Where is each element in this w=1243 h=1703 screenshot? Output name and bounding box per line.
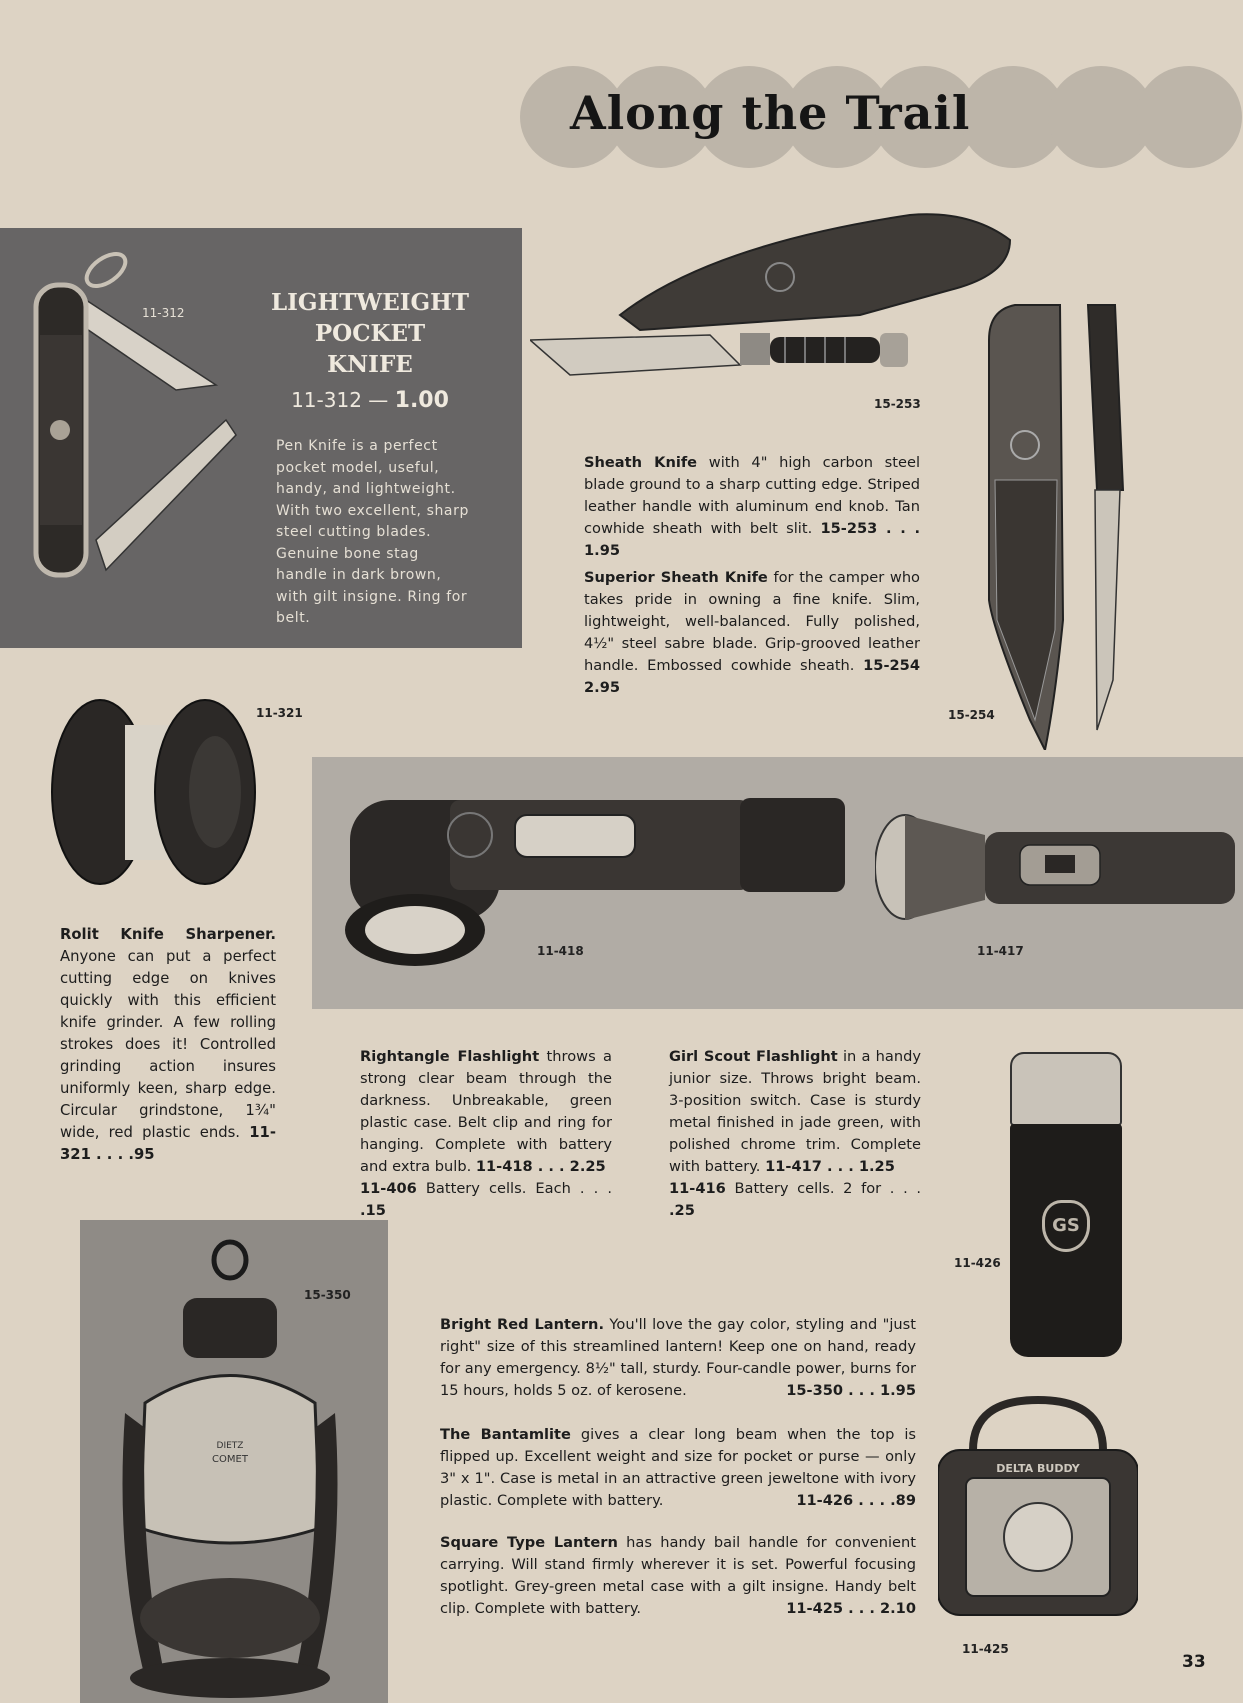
square-lantern-brand: DELTA BUDDY [996,1462,1080,1475]
superior-sheath-knife-name: Superior Sheath Knife [584,569,768,586]
bantamlite-text: gives a clear long beam when the top is flipped up. Excellent weight and size for pocket or purse — only 3" x 1". Case is metal in an attractive green jeweltone with ivory plastic. Complete with battery. [440,1426,916,1509]
knife-sharpener-price: 11-321 . . . .95 [60,1124,276,1163]
sheath-knife-icon [530,205,1030,405]
girl-scout-flashlight-text: in a handy junior size. Throws bright beam. 3-position switch. Case is sturdy metal finished in jade green, with polished chrome trim. Complete with battery. [669,1048,921,1175]
square-lantern-icon [938,1390,1138,1620]
pocket-knife-price [262,388,478,413]
bantamlite-tag: 11-426 [954,1256,1001,1270]
battery-code-11-406: 11-406 [360,1180,417,1197]
superior-sheath-knife-price: 15-254 2.95 [584,657,920,696]
battery-code-11-416: 11-416 [669,1180,726,1197]
rightangle-flashlight-tag: 11-418 [537,944,584,958]
knife-sharpener-description [60,924,276,1166]
heading-line-3: KNIFE [327,351,413,378]
rightangle-flashlight-icon [340,770,850,980]
pocket-knife-description: Pen Knife is a perfect pocket model, useful, handy, and lightweight. With two excellent, sharp steel cutting blades. Genuine bone stag handle in dark brown, with gilt insigne. Ring for belt. [276,438,469,626]
knife-sharpener-text: Anyone can put a perfect cutting edge on knives quickly with this efficient knife grinder. A few rolling strokes does it! Controlled grinding action insures uniformly keen, sharp edge. Circular grindstone, 1¾" wide, red plastic ends. [60,948,276,1141]
pocket-knife-heading [262,287,478,380]
lantern-globe-text: COMET [212,1454,248,1465]
bantamlite-price: 11-426 . . . .89 [796,1492,916,1509]
battery-price-11-416: .25 [669,1202,695,1219]
sheath-knife-description [584,452,920,562]
knife-sharpener-icon [45,695,260,890]
knife-sharpener-name: Rolit Knife Sharpener. [60,926,276,943]
rightangle-flashlight-description [360,1046,612,1222]
sheath-knife-tag: 15-253 [874,397,921,411]
pocket-knife-tag: 11-312 [142,306,185,320]
superior-sheath-knife-tag: 15-254 [948,708,995,722]
heading-line-2: POCKET [314,320,426,347]
superior-sheath-knife-text: for the camper who takes pride in owning a fine knife. Slim, lightweight, well-balanced. Fully polished, 4½" steel sabre blade. Grip-grooved leather handle. Embossed cowhide sheath. [584,569,920,674]
square-lantern-text: has handy bail handle for convenient carrying. Will stand firmly wherever it is set. Powerful focusing spotlight. Grey-green metal case with a gilt insigne. Handy belt clip. Complete with battery. [440,1534,916,1617]
square-lantern-name: Square Type Lantern [440,1534,618,1551]
sheath-knife-price: 15-253 . . . 1.95 [584,520,920,559]
girl-scout-flashlight-tag: 11-417 [977,944,1024,958]
price-value: 1.00 [394,388,449,413]
bantamlite-insignia: GS [1042,1200,1090,1252]
red-lantern-name: Bright Red Lantern. [440,1316,604,1333]
lantern-globe-brand: DIETZ [216,1441,244,1451]
red-lantern-tag: 15-350 [304,1288,351,1302]
knife-sharpener-tag: 11-321 [256,706,303,720]
rightangle-flashlight-text: throws a strong clear beam through the darkness. Unbreakable, green plastic case. Belt clip and ring for hanging. Complete with battery and extra bulb. [360,1048,612,1175]
girl-scout-flashlight-description [669,1046,921,1222]
heading-line-1: LIGHTWEIGHT [270,289,470,316]
price-code: 11-312 — [291,388,395,412]
square-lantern-description [440,1532,916,1620]
red-lantern-text: You'll love the gay color, styling and "just right" size of this streamlined lantern! Keep one on hand, ready for any emergency. 8½" tall, sturdy. Four-candle power, burns for 15 hours, holds 5 oz. of kerosene. [440,1316,917,1399]
battery-text-11-416: Battery cells. 2 for . . . [725,1180,921,1197]
superior-sheath-knife-icon [985,300,1145,750]
battery-text-11-406: Battery cells. Each . . . [416,1180,612,1197]
girl-scout-flashlight-icon [875,810,1240,925]
pocket-knife-icon [26,240,256,600]
rightangle-flashlight-price: 11-418 . . . 2.25 [475,1158,606,1175]
girl-scout-flashlight-price: 11-417 . . . 1.25 [765,1158,895,1175]
square-lantern-tag: 11-425 [962,1642,1009,1656]
bantamlite-icon [1010,1052,1122,1357]
red-lantern-description [440,1314,916,1402]
rightangle-flashlight-name: Rightangle Flashlight [360,1048,540,1065]
red-lantern-icon [105,1238,360,1703]
red-lantern-price: 15-350 . . . 1.95 [786,1382,916,1399]
page-title: Along the Trail [570,86,971,140]
battery-price-11-406: .15 [360,1202,386,1219]
square-lantern-price: 11-425 . . . 2.10 [786,1600,916,1617]
bantamlite-description [440,1424,916,1512]
superior-sheath-knife-description [584,567,920,699]
girl-scout-flashlight-name: Girl Scout Flashlight [669,1048,838,1065]
page-number: 33 [1182,1652,1206,1672]
sheath-knife-name: Sheath Knife [584,454,698,471]
sheath-knife-text: with 4" high carbon steel blade ground to a sharp cutting edge. Striped leather handle with aluminum end knob. Tan cowhide sheath with belt slit. [584,454,921,537]
bantamlite-name: The Bantamlite [440,1426,571,1443]
